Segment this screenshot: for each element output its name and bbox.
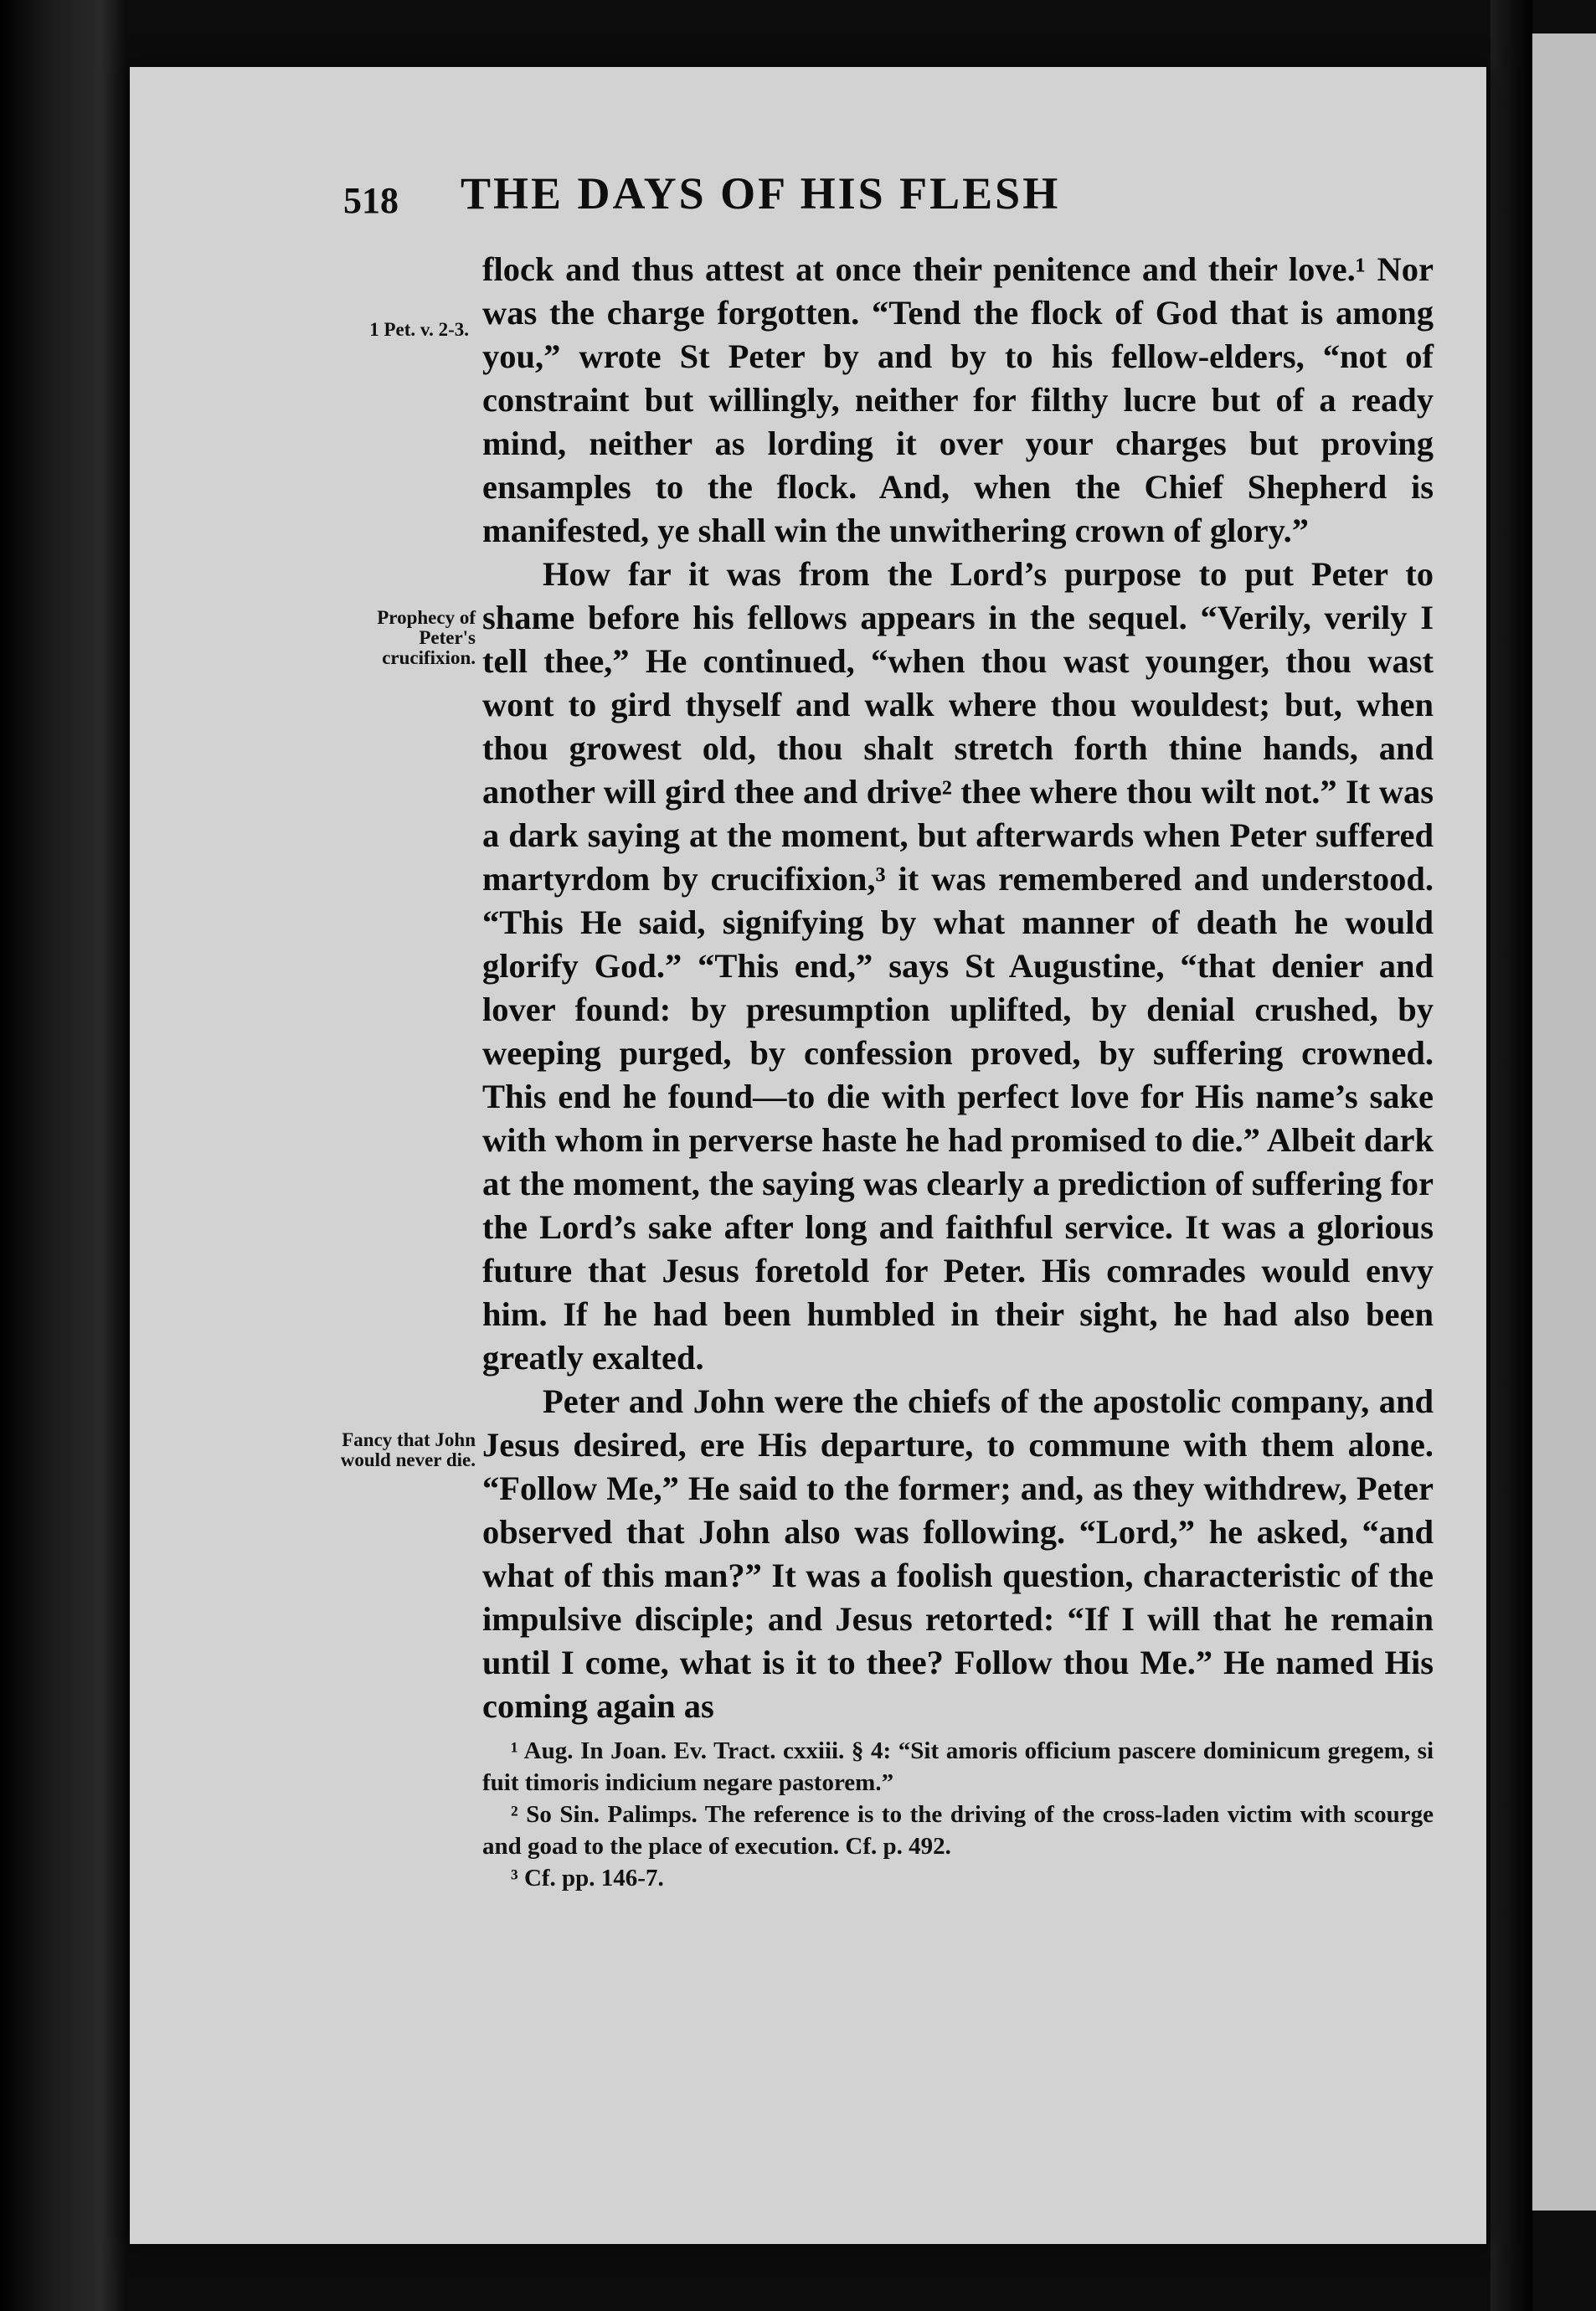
margin-note-scripture-ref: 1 Pet. v. 2-3. bbox=[369, 319, 469, 340]
footnotes bbox=[482, 1735, 1434, 1894]
adjacent-page-edge bbox=[1532, 33, 1596, 2211]
scan-left-edge bbox=[0, 0, 126, 2311]
book-spine bbox=[1490, 0, 1532, 2311]
footnote-1: ¹ Aug. In Joan. Ev. Tract. cxxiii. § 4: “Sit amoris officium pascere dominicum gregem, si fuit timoris indicium negare pastorem.” bbox=[482, 1737, 1434, 1796]
main-text bbox=[482, 248, 1434, 1728]
margin-note-fancy: Fancy that John would never die. bbox=[340, 1429, 476, 1470]
paragraph-1: flock and thus attest at once their penitence and their love.¹ Nor was the charge forgotten. “Tend the flock of God that is among you,” wrote St Peter by and by to his fellow-elders, “not of constraint but willingly, neither for filthy lucre but of a ready mind, neither as lording it over your charges but proving ensamples to the flock. And, when the Chief Shepherd is manifested, ye shall win the unwithering crown of glory.” bbox=[482, 250, 1434, 549]
page-number: 518 bbox=[343, 180, 399, 221]
running-title: THE DAYS OF HIS FLESH bbox=[461, 168, 1061, 219]
footnote-2: ² So Sin. Palimps. The reference is to the driving of the cross-laden victim with scourge and goad to the place of execution. Cf. p. 492. bbox=[482, 1801, 1434, 1860]
paragraph-3: Peter and John were the chiefs of the apostolic company, and Jesus desired, ere His departure, to commune with them alone. “Follow Me,” He said to the former; and, as they withdrew, Peter observed that John also was following. “Lord,” he asked, “and what of this man?” It was a foolish question, characteristic of the impulsive disciple; and Jesus retorted: “If I will that he remain until I come, what is it to thee? Follow thou Me.” He named His coming again as bbox=[482, 1382, 1434, 1725]
footnote-3: ³ Cf. pp. 146-7. bbox=[511, 1865, 664, 1892]
paragraph-2: How far it was from the Lord’s purpose to put Peter to shame before his fellows appears in the sequel. “Verily, verily I tell thee,” He continued, “when thou wast younger, thou wast wont to gird thyself and walk where thou wouldest; but, when thou growest old, thou shalt stretch forth thine hands, and another will gird thee and drive² thee where thou wilt not.” It was a dark saying at the moment, but afterwards when Peter suffered martyrdom by crucifixion,³ it was remembered and understood. “This He said, signifying by what manner of death he would glorify God.” “This end,” says St Augustine, “that denier and lover found: by presumption uplifted, by denial crushed, by weeping purged, by confession proved, by suffering crowned. This end he found—to die with perfect love for His name’s sake with whom in perverse haste he had promised to die.” Albeit dark at the moment, the saying was clearly a prediction of suffering for the Lord’s sake after long and faithful service. It was a glorious future that Jesus foretold for Peter. His comrades would envy him. If he had been humbled in their sight, he had also been greatly exalted. bbox=[482, 555, 1434, 1377]
margin-note-prophecy: Prophecy of Peter's crucifixion. bbox=[377, 607, 476, 668]
